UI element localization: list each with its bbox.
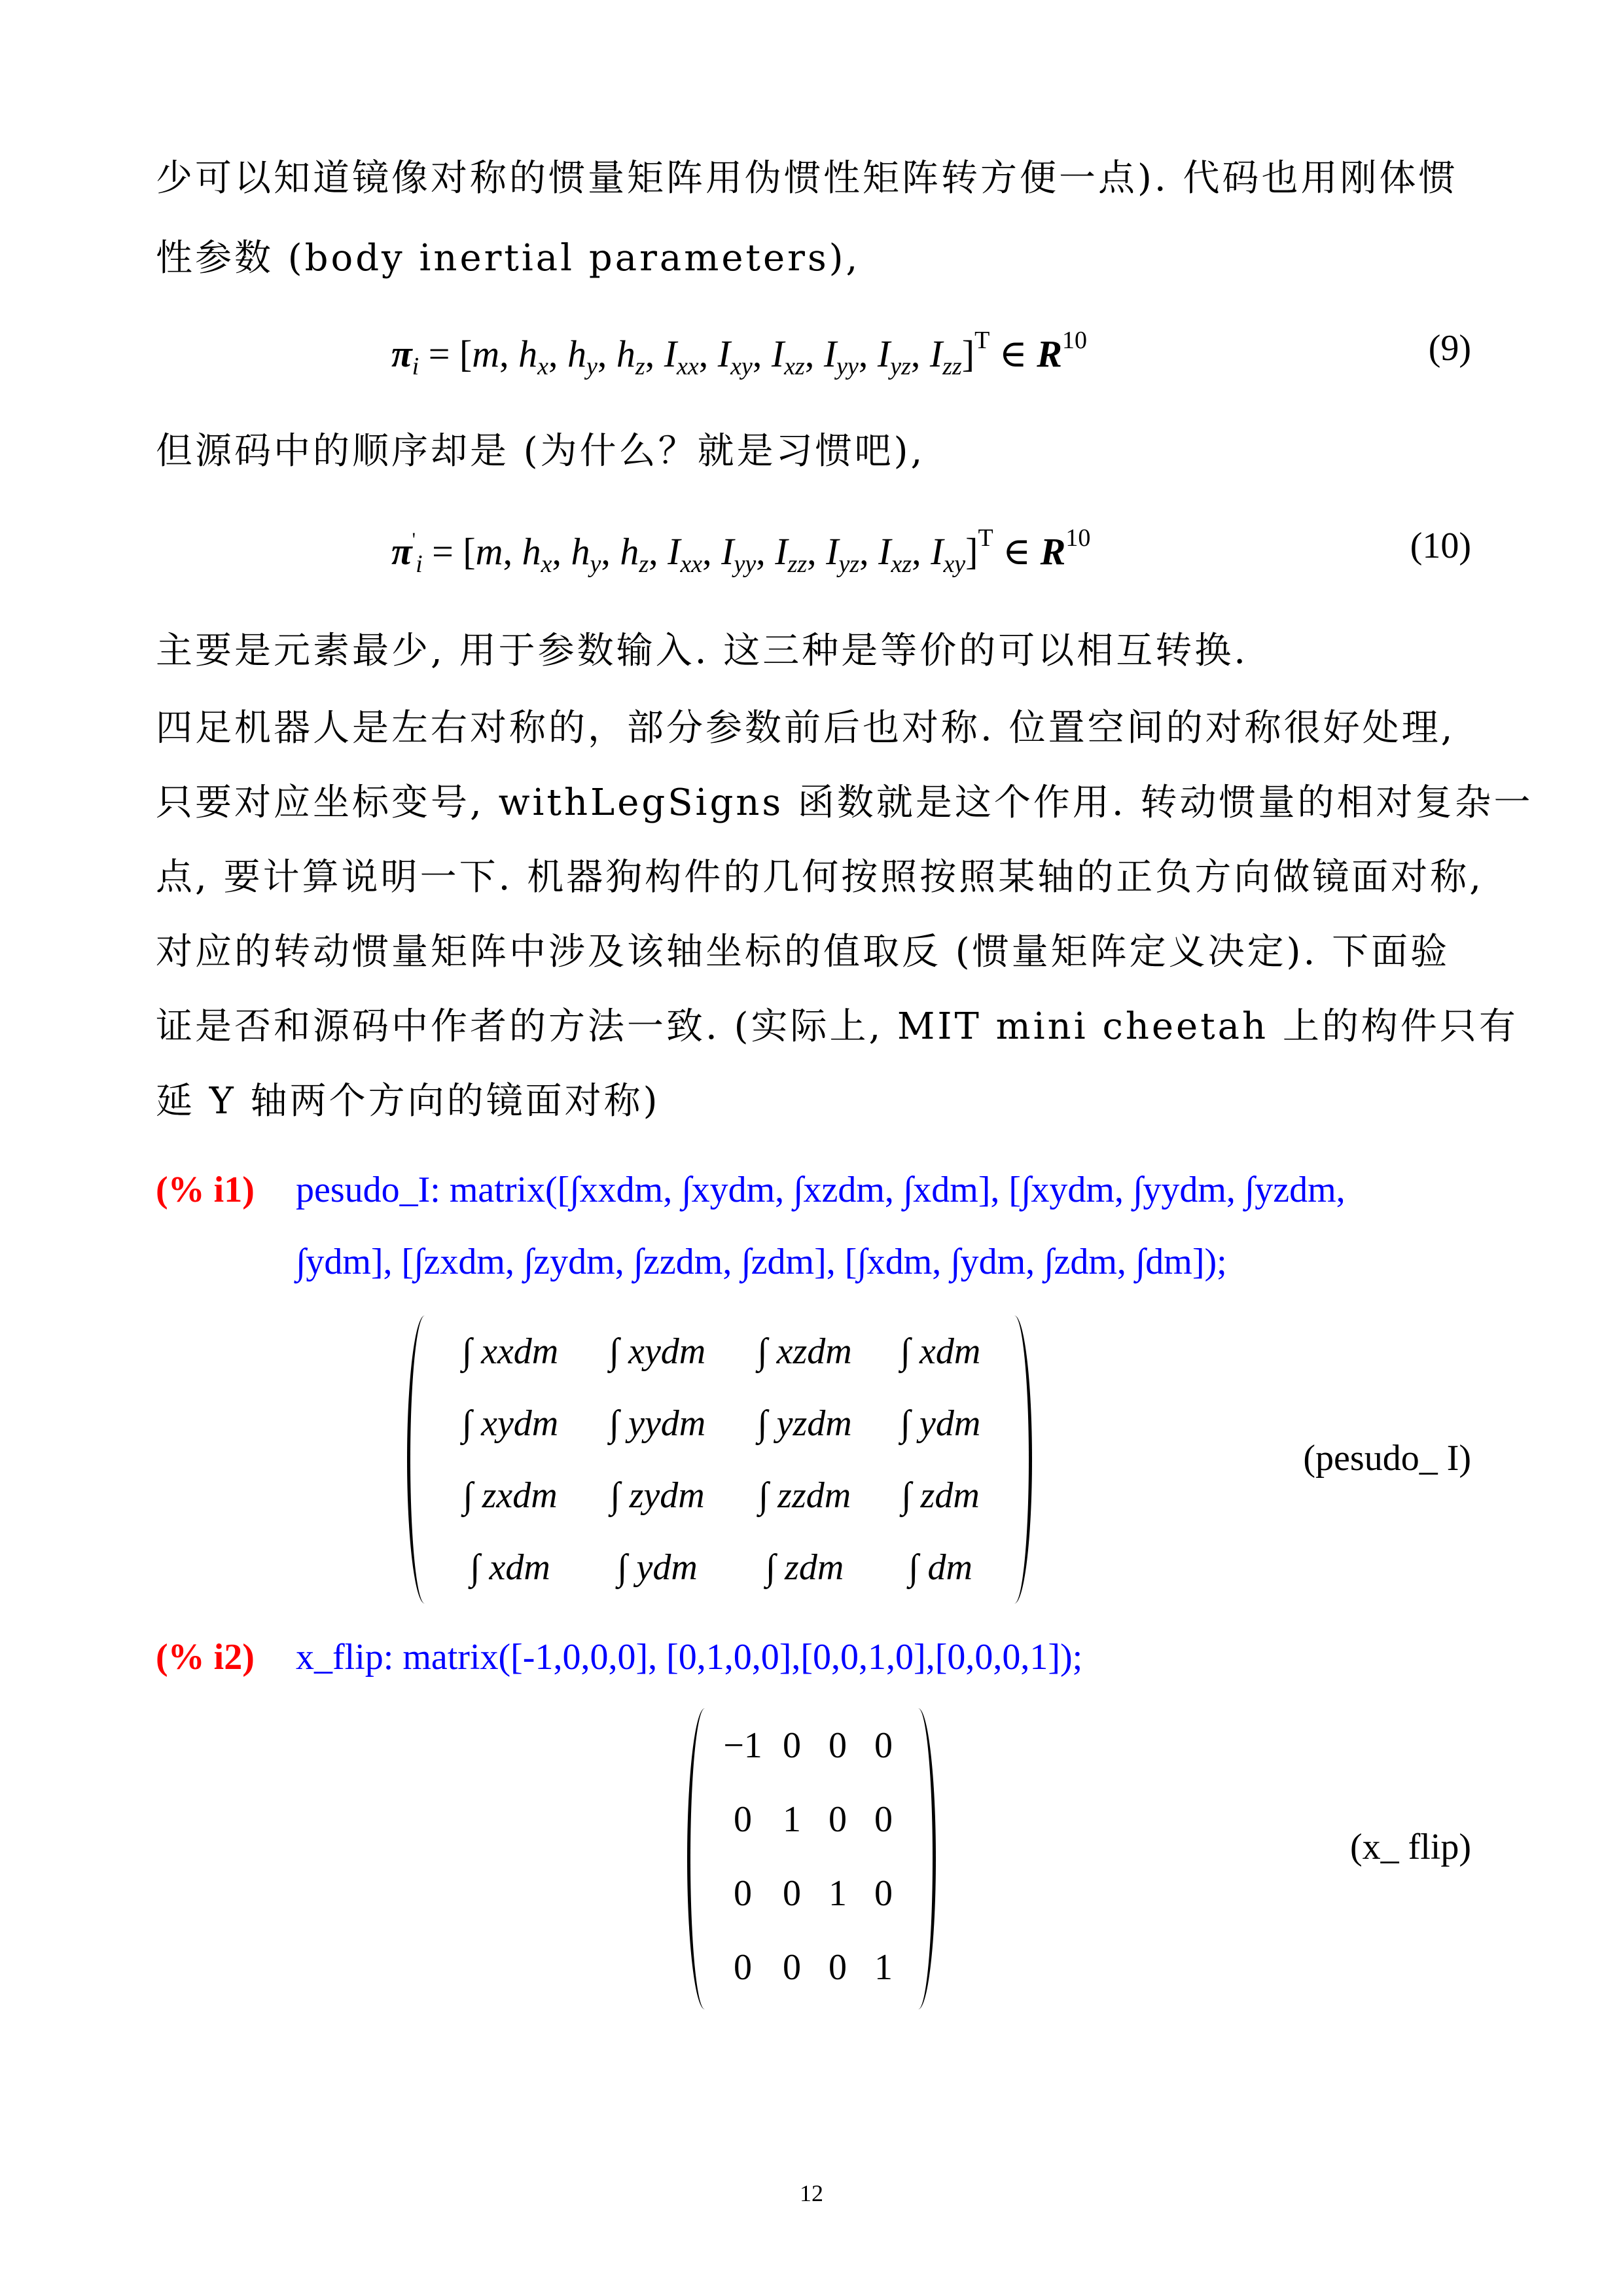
x-flip-matrix — [687, 1708, 936, 2009]
maxima-input-label: (% i1) — [156, 1170, 255, 1210]
pi-symbol: π — [391, 332, 412, 375]
left-paren — [687, 1708, 717, 2009]
left-paren — [407, 1316, 437, 1604]
output-tag: (pesudo_ I) — [1303, 1438, 1471, 1479]
page-number: 12 — [800, 2180, 823, 2206]
paragraph-line: 对应的转动惯量矩阵中涉及该轴坐标的值取反 (惯量矩阵定义决定). 下面验 — [156, 931, 1450, 973]
paragraph-line: 点, 要计算说明一下. 机器狗构件的几何按照按照某轴的正负方向做镜面对称, — [156, 856, 1484, 899]
matrix-grid: −1 0 0 0 0 1 0 0 0 0 1 0 0 0 0 1 — [723, 1725, 893, 1988]
paragraph-line: 证是否和源码中作者的方法一致. (实际上, MIT mini cheetah 上的构件只有 — [156, 1005, 1518, 1048]
paragraph-line: 四足机器人是左右对称的，部分参数前后也对称. 位置空间的对称很好处理, — [156, 707, 1455, 749]
right-paren — [1003, 1316, 1032, 1604]
paragraph-line: 延 Y 轴两个方向的镜面对称) — [156, 1080, 660, 1122]
equation-number-9: (9) — [1428, 328, 1471, 368]
matrix-grid: ∫ xxdm ∫ xydm ∫ xzdm ∫ xdm ∫ xydm ∫ yydm ∫ yzdm ∫ ydm ∫ zxdm ∫ zydm ∫ zzdm ∫ zdm ∫ xdm ∫ ydm ∫ zdm ∫ dm — [461, 1331, 981, 1588]
pesudo-i-matrix — [407, 1316, 1032, 1604]
right-paren — [906, 1708, 936, 2009]
paragraph-line: 但源码中的顺序却是 (为什么？就是习惯吧), — [156, 430, 925, 473]
paragraph-line: 只要对应坐标变号, withLegSigns 函数就是这个作用. 转动惯量的相对复杂一 — [156, 781, 1533, 824]
maxima-input-code: pesudo_I: matrix([∫xxdm, ∫xydm, ∫xzdm, ∫xdm], [∫xydm, ∫yydm, ∫yzdm, — [296, 1170, 1346, 1210]
equation-10: $\pi'_i = [m$, $h_x$, $h_y$, $h_z$, $I_{xx}$, $I_{yy}$, $I_{zz}$, $I_{yz}$, $I_{xz}$, $I_{xy}]^T$ ∈ $R^{10}$ — [391, 524, 1091, 578]
paragraph-line: 主要是元素最少, 用于参数输入. 这三种是等价的可以相互转换. — [156, 630, 1249, 672]
output-tag: (x_ flip) — [1349, 1827, 1471, 1867]
maxima-input-code: x_flip: matrix([-1,0,0,0], [0,1,0,0],[0,0,1,0],[0,0,0,1]); — [296, 1637, 1083, 1677]
maxima-input-label: (% i2) — [156, 1637, 255, 1677]
paragraph-line: 性参数 (body inertial parameters), — [156, 237, 861, 279]
paragraph-line: 少可以知道镜像对称的惯量矩阵用伪惯性矩阵转方便一点). 代码也用刚体惯 — [156, 157, 1458, 200]
pi-symbol: π — [391, 530, 412, 573]
equation-number-10: (10) — [1410, 526, 1471, 566]
equation-9: $\pi_i = [m$, $h_x$, $h_y$, $h_z$, $I_{xx}$, $I_{xy}$, $I_{xz}$, $I_{yy}$, $I_{yz}$, $I_{zz}]^T$ ∈ $R^{10}$ — [391, 327, 1087, 380]
maxima-input-code: ∫ydm], [∫zxdm, ∫zydm, ∫zzdm, ∫zdm], [∫xdm, ∫ydm, ∫zdm, ∫dm]); — [296, 1242, 1227, 1282]
